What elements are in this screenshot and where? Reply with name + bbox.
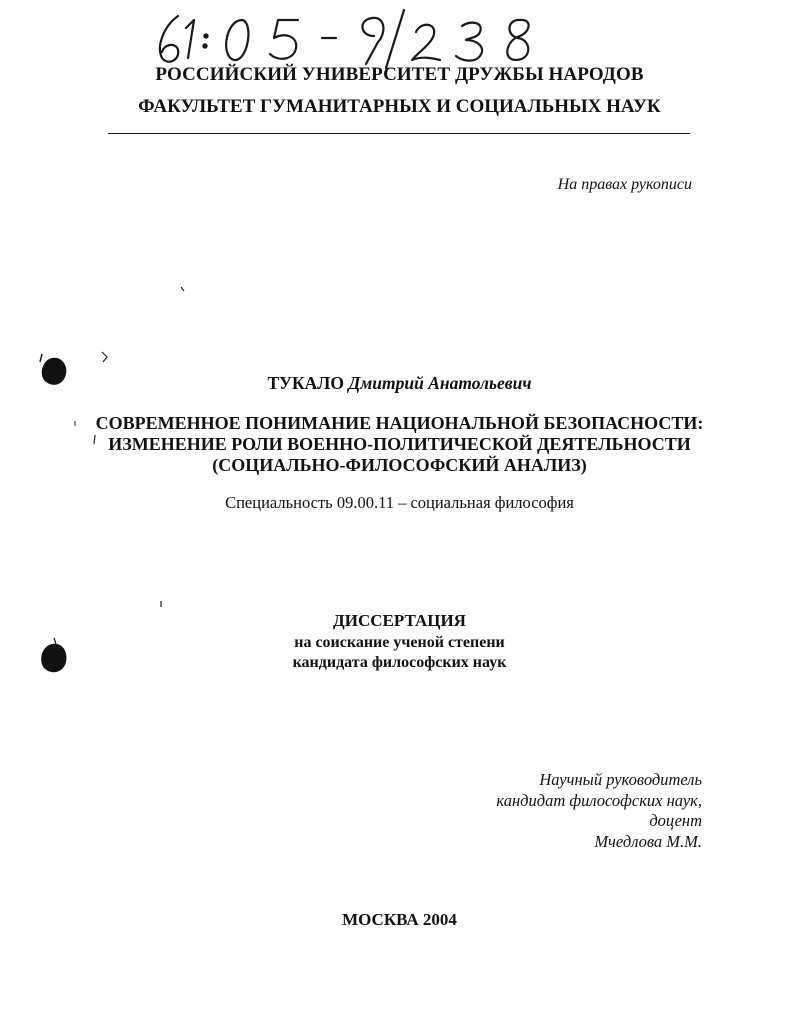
scan-speck bbox=[100, 350, 110, 364]
specialty-line: Специальность 09.00.11 – социальная философия bbox=[225, 493, 574, 512]
handwritten-archive-number bbox=[150, 6, 570, 70]
title-line: (СОЦИАЛЬНО-ФИЛОСОФСКИЙ АНАЛИЗ) bbox=[212, 455, 587, 475]
work-type: ДИССЕРТАЦИЯ bbox=[333, 611, 466, 630]
author-given-names: Дмитрий Анатольевич bbox=[348, 373, 532, 393]
advisor-line: доцент bbox=[649, 811, 702, 830]
city-year: МОСКВА 2004 bbox=[342, 910, 457, 929]
scan-speck bbox=[92, 434, 98, 446]
header-divider bbox=[108, 133, 690, 134]
punch-hole-mark bbox=[34, 636, 74, 680]
title-line: ИЗМЕНЕНИЕ РОЛИ ВОЕННО-ПОЛИТИЧЕСКОЙ ДЕЯТЕЛЬНОСТИ bbox=[108, 434, 691, 454]
scientific-advisor bbox=[496, 770, 702, 852]
degree-statement bbox=[0, 633, 799, 673]
author-name bbox=[0, 373, 799, 394]
punch-hole-mark bbox=[34, 352, 74, 392]
advisor-line: Научный руководитель bbox=[539, 770, 702, 789]
advisor-line: Мчедлова М.М. bbox=[594, 831, 702, 851]
author-surname: ТУКАЛО bbox=[267, 373, 344, 393]
degree-line: кандидата философских наук bbox=[292, 654, 507, 671]
degree-line: на соискание ученой степени bbox=[294, 634, 505, 651]
scan-speck bbox=[158, 600, 164, 610]
manuscript-rights-note: На правах рукописи bbox=[557, 176, 692, 193]
university-name: РОССИЙСКИЙ УНИВЕРСИТЕТ ДРУЖБЫ НАРОДОВ bbox=[155, 64, 644, 85]
advisor-line: кандидат философских наук, bbox=[496, 790, 702, 810]
scan-speck bbox=[72, 420, 78, 430]
faculty-name: ФАКУЛЬТЕТ ГУМАНИТАРНЫХ И СОЦИАЛЬНЫХ НАУК bbox=[138, 96, 661, 117]
dissertation-title bbox=[0, 413, 799, 476]
title-line: СОВРЕМЕННОЕ ПОНИМАНИЕ НАЦИОНАЛЬНОЙ БЕЗОПАСНОСТИ: bbox=[95, 413, 704, 433]
scan-speck bbox=[179, 285, 187, 295]
